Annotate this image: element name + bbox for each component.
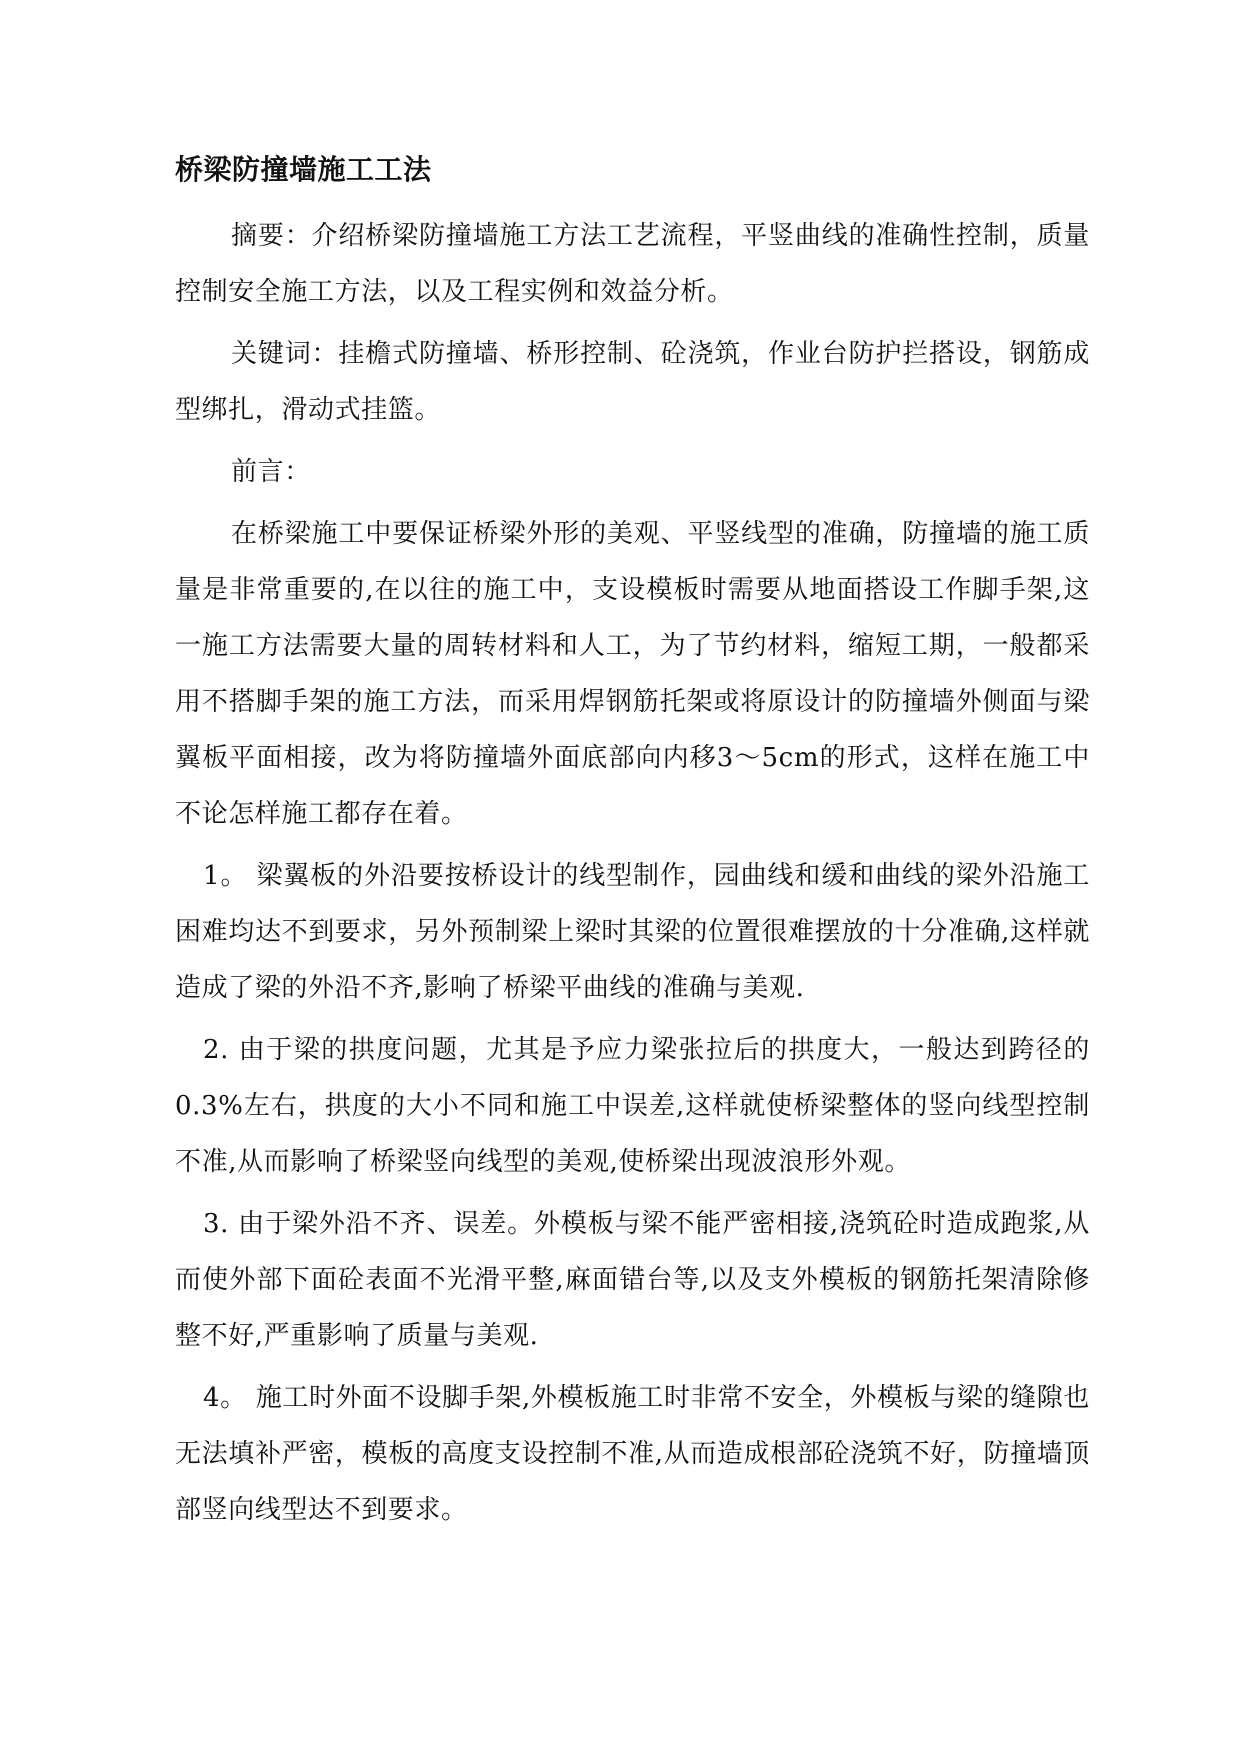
list-item-3: 3. 由于梁外沿不齐、误差。外模板与梁不能严密相接,浇筑砼时造成跑浆,从而使外部下面砼表面不光滑平整,麻面错台等,以及支外模板的钢筋托架清除修整不好,严重影响了质量与美观. — [175, 1209, 1090, 1351]
list-item-4: 4。 施工时外面不设脚手架,外模板施工时非常不安全，外模板与梁的缝隙也无法填补严密，模板的高度支设控制不准,从而造成根部砼浇筑不好，防撞墙顶部竖向线型达不到要求。 — [175, 1383, 1090, 1525]
list-item-1: 1。 梁翼板的外沿要按桥设计的线型制作，园曲线和缓和曲线的梁外沿施工困难均达不到要求，另外预制梁上梁时其梁的位置很难摆放的十分准确,这样就造成了梁的外沿不齐,影响了桥梁平曲线的准确与美观. — [175, 861, 1090, 1003]
abstract-paragraph: 摘要：介绍桥梁防撞墙施工方法工艺流程，平竖曲线的准确性控制，质量控制安全施工方法，以及工程实例和效益分析。 — [175, 221, 1090, 307]
document-body — [175, 142, 1090, 1544]
keywords-paragraph: 关键词：挂檐式防撞墙、桥形控制、砼浇筑，作业台防护拦搭设，钢筋成型绑扎，滑动式挂篮。 — [175, 339, 1090, 425]
preface-heading: 前言： — [231, 457, 311, 487]
preface-paragraph: 在桥梁施工中要保证桥梁外形的美观、平竖线型的准确，防撞墙的施工质量是非常重要的,在以往的施工中，支设模板时需要从地面搭设工作脚手架,这一施工方法需要大量的周转材料和人工，为了节约材料，缩短工期，一般都采用不搭脚手架的施工方法，而采用焊钢筋托架或将原设计的防撞墙外侧面与梁翼板平面相接，改为将防撞墙外面底部向内移3～5cm的形式，这样在施工中不论怎样施工都存在着。 — [175, 519, 1090, 829]
list-item-2: 2. 由于梁的拱度问题，尤其是予应力梁张拉后的拱度大，一般达到跨径的0.3%左右，拱度的大小不同和施工中误差,这样就使桥梁整体的竖向线型控制不准,从而影响了桥梁竖向线型的美观,使桥梁出现波浪形外观。 — [175, 1035, 1090, 1177]
document-title: 桥梁防撞墙施工工法 — [175, 153, 432, 186]
